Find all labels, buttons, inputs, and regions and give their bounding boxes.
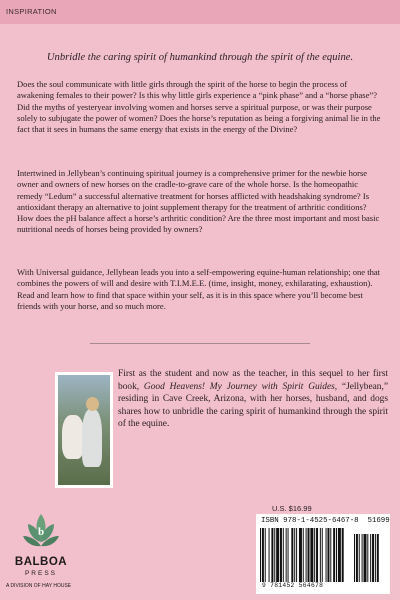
barcode-bar	[306, 528, 307, 582]
description-paragraph-3: With Universal guidance, Jellybean leads you into a self-empowering equine-human relationship; one that combines the powers of will and desire with T.I.M.E.E. (time, insight, money, exhilarating, exhaustion). Read and learn how to find that space within your self, as it is in this space where you’ll become best friends with your horse, and so much more.	[17, 267, 381, 311]
barcode-bar	[286, 528, 287, 582]
barcode	[260, 528, 386, 582]
author-bio	[118, 368, 388, 431]
barcode-bar	[283, 528, 284, 582]
barcode-bar	[274, 528, 275, 582]
barcode-bar	[327, 528, 329, 582]
tagline: Unbridle the caring spirit of humankind through the spirit of the equine.	[46, 52, 354, 63]
barcode-bar	[336, 528, 337, 582]
publisher-press: PRESS	[24, 570, 58, 577]
barcode-bar	[322, 528, 323, 582]
addon-bar	[377, 534, 379, 582]
description-paragraph-1: Does the soul communicate with little girls through the spirit of the horse to begin the process of awakening females to their power? Is this why little girls experience a “pink phase” and a “horse phase”? Did the myths of yesteryear involving women and horses serve a spiritual purpose, or was their purpose solely to subjugate the power of women? Does the horse’s reputation as being a forgiving animal lie in the fact that it sees in humans the same energy that exists in the energy of the Divine?	[17, 79, 381, 135]
barcode-bar	[320, 528, 321, 582]
top-banner	[0, 0, 400, 24]
barcode-bar	[296, 528, 297, 582]
category-label: INSPIRATION	[6, 7, 57, 16]
bio-book-title: Good Heavens! My Journey with Spirit Guides	[143, 381, 335, 392]
bio-text-end: , “Jellybean,” residing in Cave Creek, Arizona, with her horses, husband, and dogs shares how to unbridle the caring spirit of humankind through the spirit of the equine.	[118, 381, 388, 430]
ean-digits: 9 781452 564678	[262, 582, 324, 589]
addon-bar	[370, 534, 371, 582]
barcode-bar	[314, 528, 315, 582]
barcode-bar	[303, 528, 304, 582]
publisher-logo	[6, 510, 76, 592]
addon-bar	[364, 534, 367, 582]
publisher-name: BALBOA	[14, 556, 68, 568]
bio-text-start: First as the student and now as the teacher, in this sequel to her first book,	[118, 369, 388, 392]
lotus-icon	[20, 510, 62, 552]
author-photo	[55, 372, 113, 488]
author-head-shape	[86, 397, 99, 411]
barcode-bar	[308, 528, 310, 582]
horse-shape	[62, 415, 84, 459]
barcode-bar	[338, 528, 341, 582]
addon-bar	[372, 534, 374, 582]
barcode-bar	[333, 528, 335, 582]
section-divider	[90, 343, 310, 344]
barcode-bar	[294, 528, 295, 582]
addon-bar	[354, 534, 355, 582]
addon-bar	[359, 534, 360, 582]
price-label: U.S. $16.99	[272, 504, 312, 513]
addon-bar	[367, 534, 368, 582]
barcode-panel	[256, 514, 390, 594]
barcode-bar	[316, 528, 318, 582]
barcode-bar	[265, 528, 266, 582]
addon-bar	[356, 534, 358, 582]
barcode-bar	[280, 528, 282, 582]
barcode-bar	[276, 528, 279, 582]
barcode-bar	[271, 528, 273, 582]
barcode-bar	[291, 528, 293, 582]
addon-bar	[375, 534, 376, 582]
barcode-bar	[299, 528, 302, 582]
author-shape	[82, 409, 102, 467]
barcode-bar	[262, 528, 264, 582]
isbn-text	[261, 517, 390, 525]
barcode-bar	[326, 528, 327, 582]
barcode-bar	[342, 528, 344, 582]
barcode-bar	[310, 528, 313, 582]
addon-bar	[362, 534, 363, 582]
isbn-number: ISBN 978-1-4525-6467-8	[261, 517, 359, 525]
barcode-bar	[330, 528, 331, 582]
description-paragraph-2: Intertwined in Jellybean’s continuing spiritual journey is a comprehensive primer for the newbie horse owner and owners of new horses on the cradle-to-grave care of the whole horse. Is the homeopathic remedy “Ledum” a successful alternative treatment for horses afflicted with headshaking syndrome? Is antioxidant therapy an alternative to joint supplement therapy for the treatment of arthritic conditions? How does the pH balance affect a horse’s arthritic condition? Are the three most important and most basic nutritional needs of horses being provided by owners?	[17, 168, 380, 235]
svg-text:b: b	[37, 526, 45, 538]
barcode-bar	[260, 528, 261, 582]
price-code: 51699	[367, 517, 390, 525]
barcode-bar	[288, 528, 289, 582]
barcode-bar	[269, 528, 270, 582]
publisher-division: A DIVISION OF HAY HOUSE	[6, 583, 72, 589]
